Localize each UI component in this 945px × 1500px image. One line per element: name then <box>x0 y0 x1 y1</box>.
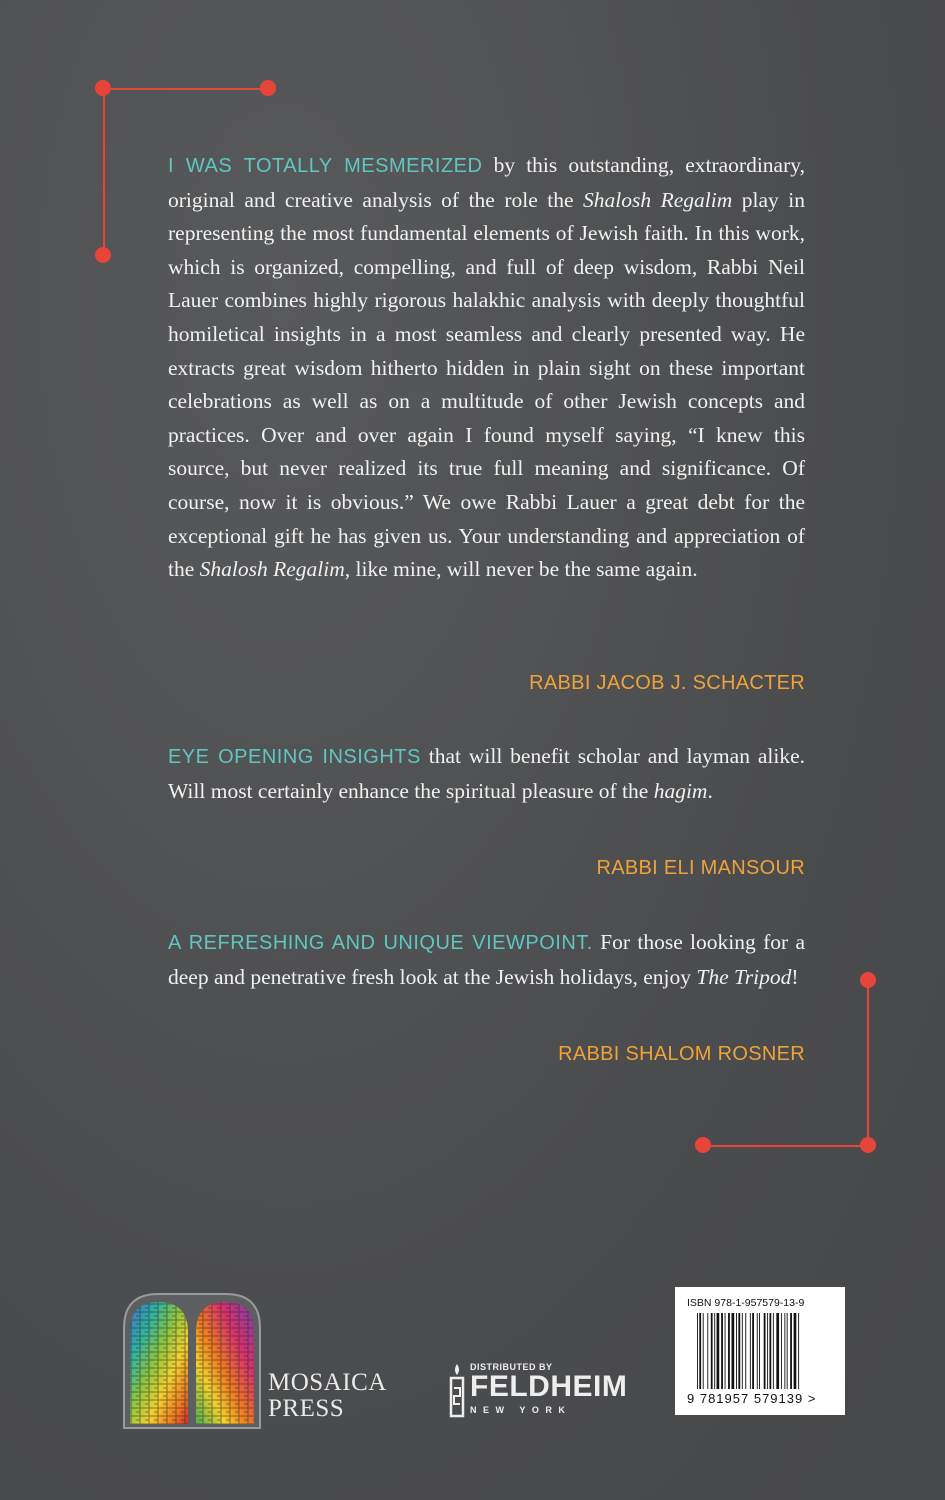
barcode-bar <box>717 1313 720 1389</box>
barcode-bar <box>767 1313 768 1389</box>
barcode-bar <box>703 1313 704 1389</box>
quote-text: For those looking for a deep and penetrative fresh look at the Jewish holidays, enjoy <box>168 930 805 989</box>
barcode-bar <box>745 1313 746 1389</box>
quote-italic: The Tripod <box>696 964 792 989</box>
feldheim-candle-icon <box>448 1362 466 1418</box>
barcode-bar <box>707 1313 708 1389</box>
bracket-dot <box>95 247 111 263</box>
barcode-bar <box>752 1313 754 1389</box>
barcode-bar <box>769 1313 771 1389</box>
quote-italic: Shalosh Regalim <box>199 557 345 582</box>
publisher-name <box>268 1370 387 1422</box>
barcode-bar <box>784 1313 785 1389</box>
barcode-bar <box>764 1313 766 1389</box>
mosaica-press-logo <box>118 1288 266 1432</box>
barcode-bar <box>699 1313 701 1389</box>
barcode-bar <box>725 1313 726 1389</box>
endorsement-quote <box>168 926 805 994</box>
distributor-label: DISTRIBUTED BY <box>470 1362 553 1372</box>
isbn-label: ISBN 978-1-957579-13-9 <box>687 1297 805 1309</box>
bracket-dot <box>95 80 111 96</box>
barcode-bar <box>787 1313 788 1389</box>
barcode-bar <box>781 1313 782 1389</box>
bracket-bottom-vertical <box>867 980 869 1146</box>
bracket-top-vertical <box>103 88 105 255</box>
bracket-dot <box>695 1137 711 1153</box>
barcode-bars <box>697 1313 837 1389</box>
quote-attribution: RABBI ELI MANSOUR <box>596 857 805 879</box>
distributor-name: FELDHEIM <box>470 1370 628 1403</box>
barcode-bar <box>776 1313 779 1389</box>
barcode-bar <box>798 1313 799 1389</box>
endorsement-quote <box>168 149 805 587</box>
barcode-bar <box>794 1313 797 1389</box>
barcode-bar <box>732 1313 735 1389</box>
barcode-bar <box>711 1313 713 1389</box>
quote-text: ! <box>791 964 799 989</box>
quote-italic: Shalosh Regalim <box>583 187 733 212</box>
barcode-bar <box>790 1313 792 1389</box>
quote-text: that will benefit scholar and layman alike. Will most certainly enhance the spiritual pleasure of the <box>168 744 805 803</box>
bracket-dot <box>260 80 276 96</box>
barcode-bar <box>736 1313 737 1389</box>
quote-text: play in representing the most fundamental elements of Jewish faith. In this work, which is organized, compelling, and full of deep wisdom, Rabbi Neil Lauer combines highly rigorous halakhic analysis with deeply thoughtful homiletical insights in a most seamless and clearly presented way. He extracts great wisdom hitherto hidden in plain sight on these important celebrations as well as on a multitude of other Jewish concepts and practices. Over and over again I found myself saying, “I knew this source, but never realized its true full meaning and significance. Of course, now it is obvious.” We owe Rabbi Lauer a great debt for the exceptional gift he has given us. Your understanding and appreciation of the <box>168 187 805 582</box>
barcode-bar <box>773 1313 774 1389</box>
quote-attribution: RABBI JACOB J. SCHACTER <box>529 672 805 694</box>
isbn-barcode <box>675 1287 845 1415</box>
bracket-dot <box>860 1137 876 1153</box>
barcode-bar <box>759 1313 760 1389</box>
quote-lead: I WAS TOTALLY MESMERIZED <box>168 155 483 177</box>
barcode-bar <box>697 1313 698 1389</box>
barcode-bar <box>721 1313 723 1389</box>
barcode-bar <box>714 1313 715 1389</box>
endorsement-quote <box>168 740 805 808</box>
quote-text: , like mine, will never be the same again. <box>344 557 698 582</box>
bracket-bottom-horizontal <box>703 1145 869 1147</box>
bracket-dot <box>860 972 876 988</box>
barcode-bar <box>742 1313 743 1389</box>
quote-lead: A REFRESHING AND UNIQUE VIEWPOINT. <box>168 932 593 954</box>
barcode-bar <box>757 1313 758 1389</box>
quote-text: . <box>707 778 713 803</box>
bracket-top-horizontal <box>103 88 268 90</box>
publisher-line: PRESS <box>268 1395 345 1422</box>
barcode-digits: 9 781957 579139 > <box>687 1391 817 1406</box>
publisher-line: MOSAICA <box>268 1369 387 1396</box>
quote-lead: EYE OPENING INSIGHTS <box>168 746 421 768</box>
quote-text: by this outstanding, extraordinary, original and creative analysis of the role the <box>168 153 805 212</box>
quote-attribution: RABBI SHALOM ROSNER <box>558 1043 805 1065</box>
distributor-city: NEW YORK <box>470 1405 572 1415</box>
barcode-bar <box>750 1313 751 1389</box>
quote-italic: hagim <box>653 778 708 803</box>
barcode-bar <box>738 1313 740 1389</box>
barcode-bar <box>728 1313 730 1389</box>
